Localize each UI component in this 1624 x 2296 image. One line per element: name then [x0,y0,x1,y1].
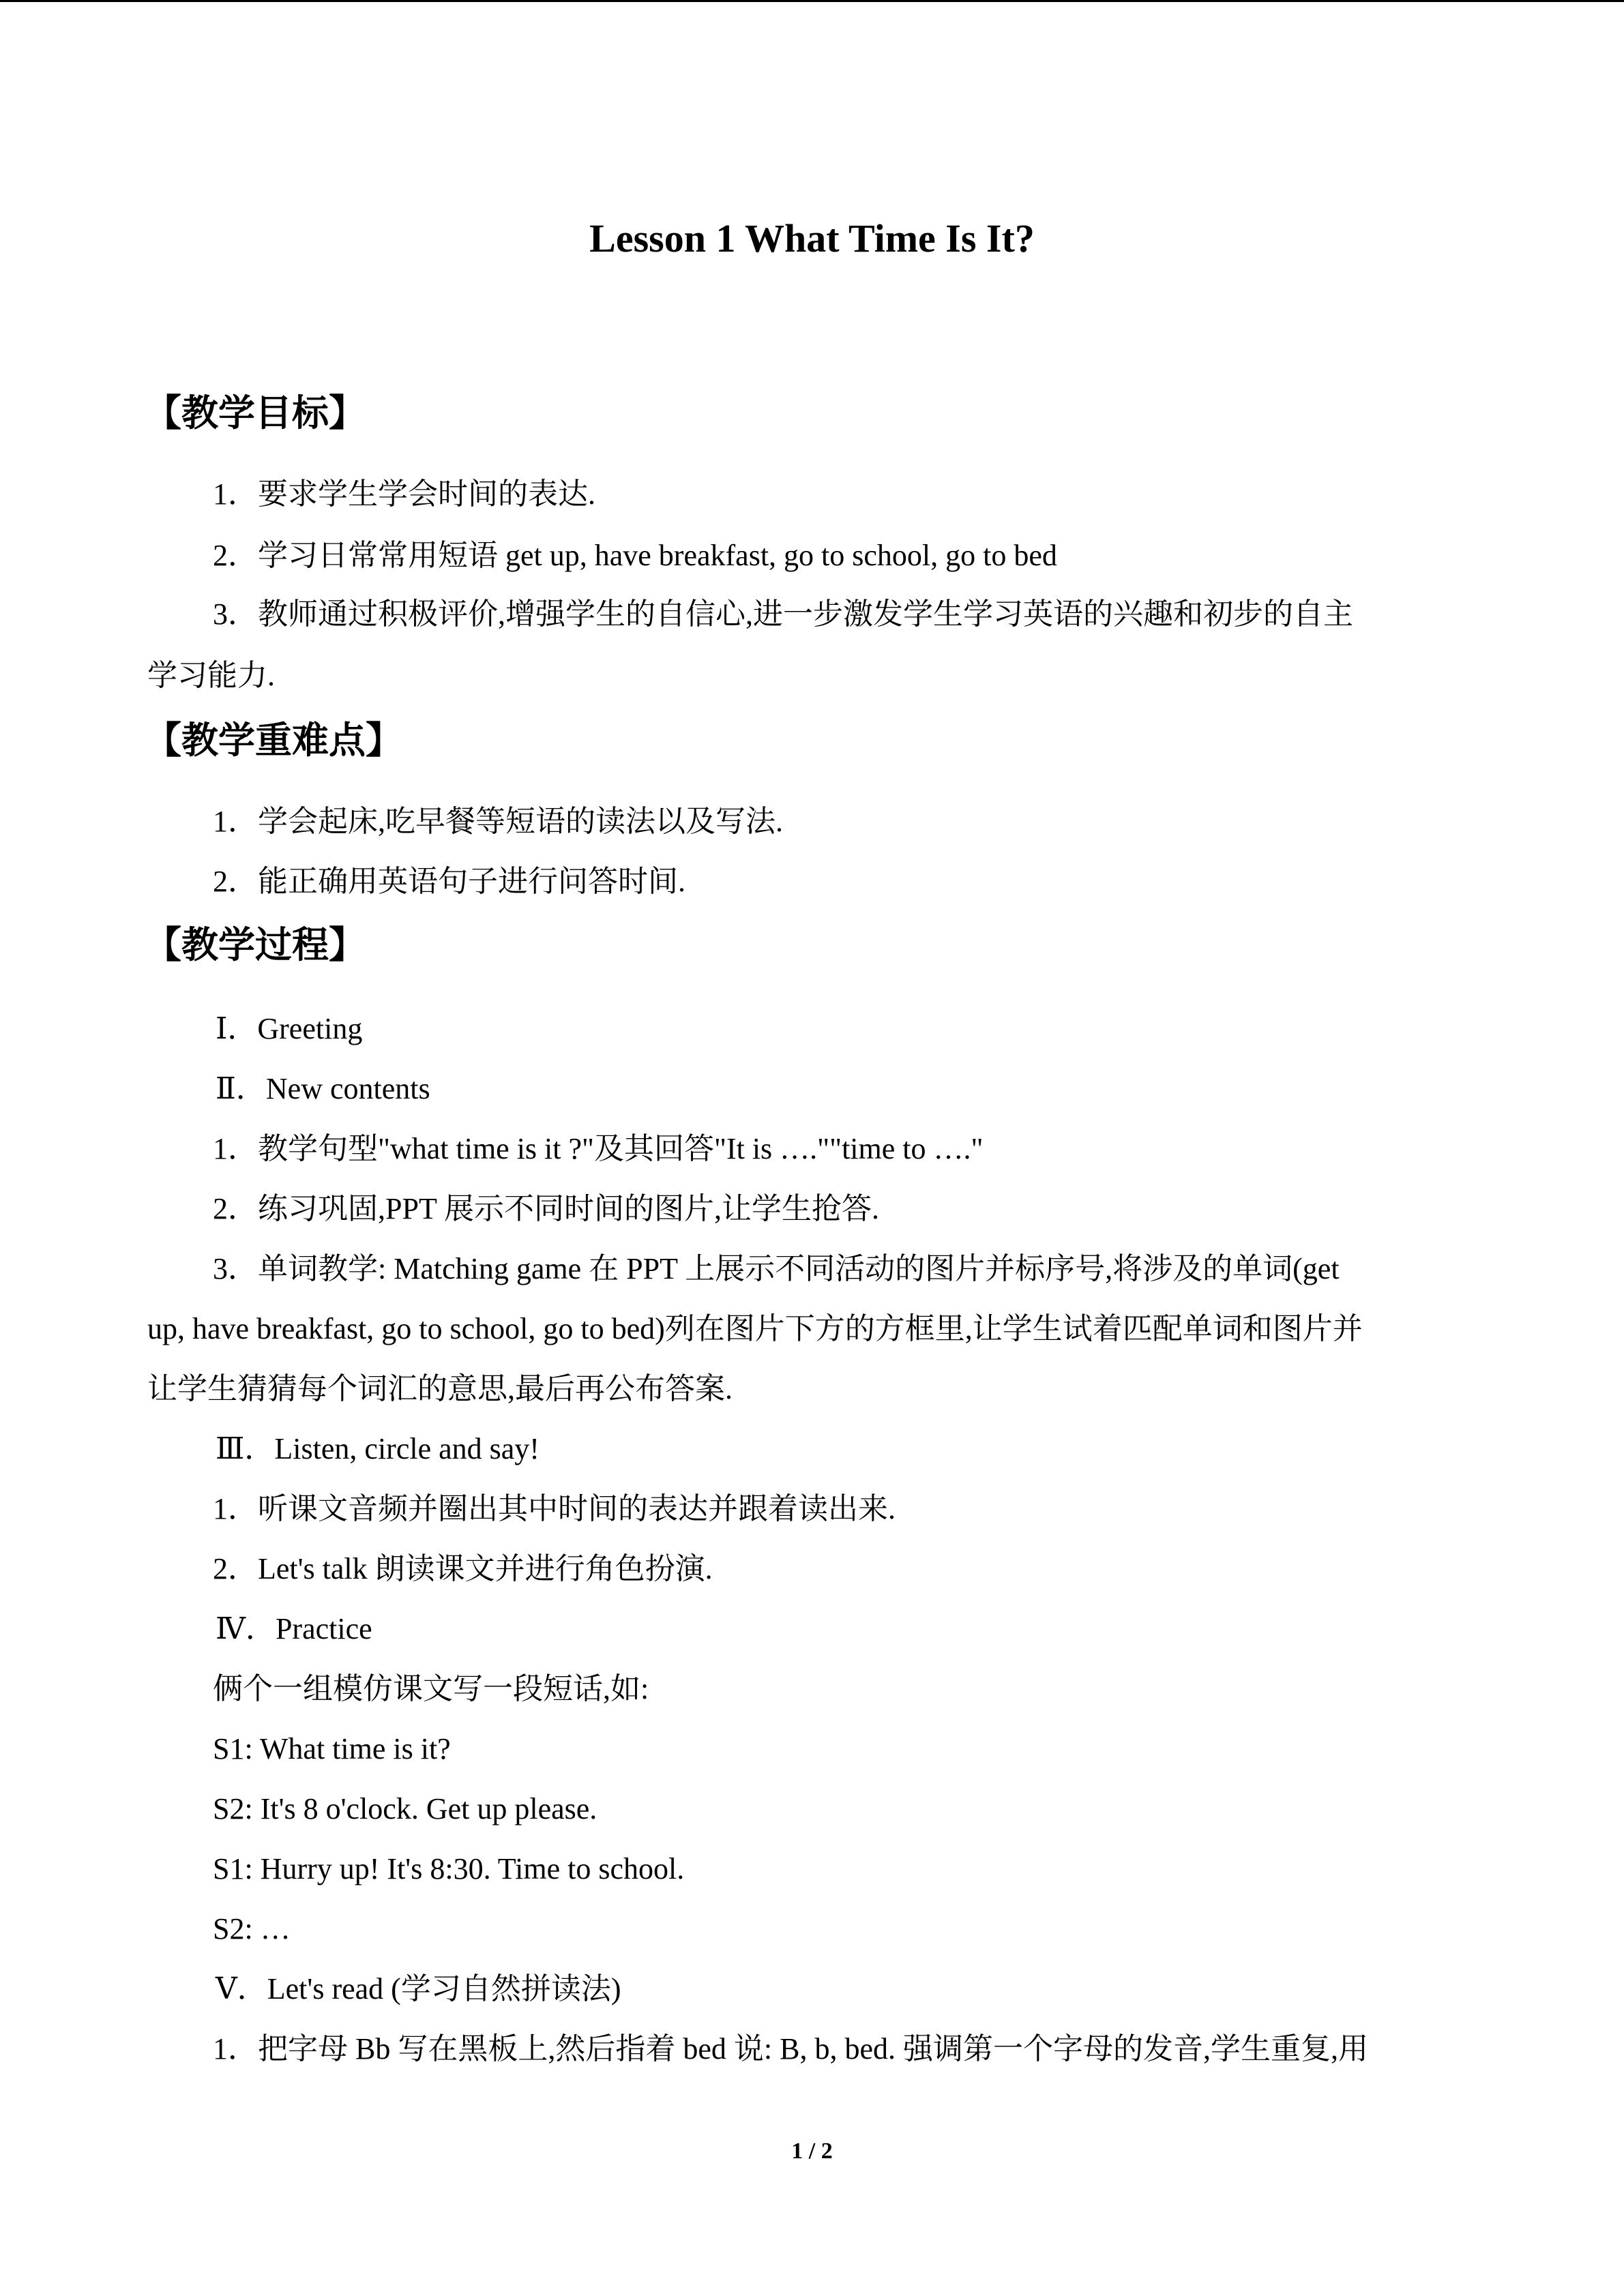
process-line: 1．把字母 Bb 写在黑板上,然后指着 bed 说: B, b, bed. 强调第一个字母的发音,学生重复,用 [213,2032,1368,2066]
process-line: 让学生猜猜每个词汇的意思,最后再公布答案. [147,1372,733,1405]
dialogue-line: S2: It's 8 o'clock. Get up please. [213,1792,597,1825]
process-step-new-contents: Ⅱ．New contents [216,1072,430,1105]
section-heading-key-points: 【教学重难点】 [145,719,402,762]
process-line: 1．听课文音频并圈出其中时间的表达并跟着读出来. [213,1492,896,1525]
objective-item-1: 1．要求学生学会时间的表达. [213,477,595,511]
process-line: up, have breakfast, go to school, go to bed)列在图片下方的方框里,让学生试着匹配单词和图片并 [147,1312,1363,1345]
objective-item-2: 2．学习日常常用短语 get up, have breakfast, go to school, go to bed [213,539,1057,572]
process-step-greeting: Ⅰ．Greeting [216,1012,363,1045]
section-heading-objectives: 【教学目标】 [145,391,366,434]
objective-item-3: 3．教师通过积极评价,增强学生的自信心,进一步激发学生学习英语的兴趣和初步的自主 [213,597,1353,631]
document-title: Lesson 1 What Time Is It? [589,216,1035,260]
process-step-practice: Ⅳ．Practice [216,1612,372,1645]
dialogue-line: S1: Hurry up! It's 8:30. Time to school. [213,1852,685,1885]
process-line: 3．单词教学: Matching game 在 PPT 上展示不同活动的图片并标序号,将涉及的单词(get [213,1252,1340,1285]
dialogue-line: S1: What time is it? [213,1732,451,1765]
section-heading-process: 【教学过程】 [145,923,366,966]
page-number: 1 / 2 [791,2138,833,2164]
process-step-listen: Ⅲ．Listen, circle and say! [216,1432,540,1465]
key-point-item-2: 2．能正确用英语句子进行问答时间. [213,865,685,898]
process-line: 2．练习巩固,PPT 展示不同时间的图片,让学生抢答. [213,1192,880,1225]
objective-item-3-continued: 学习能力. [147,659,275,692]
process-line: 1．教学句型"what time is it ?"及其回答"It is ….""time to …." [213,1132,984,1165]
key-point-item-1: 1．学会起床,吃早餐等短语的读法以及写法. [213,805,783,838]
process-step-lets-read: Ⅴ．Let's read (学习自然拼读法) [216,1972,621,2006]
process-line: 2．Let's talk 朗读课文并进行角色扮演. [213,1552,713,1585]
process-line: 俩个一组模仿课文写一段短话,如: [213,1672,649,1705]
dialogue-line: S2: … [213,1912,291,1945]
